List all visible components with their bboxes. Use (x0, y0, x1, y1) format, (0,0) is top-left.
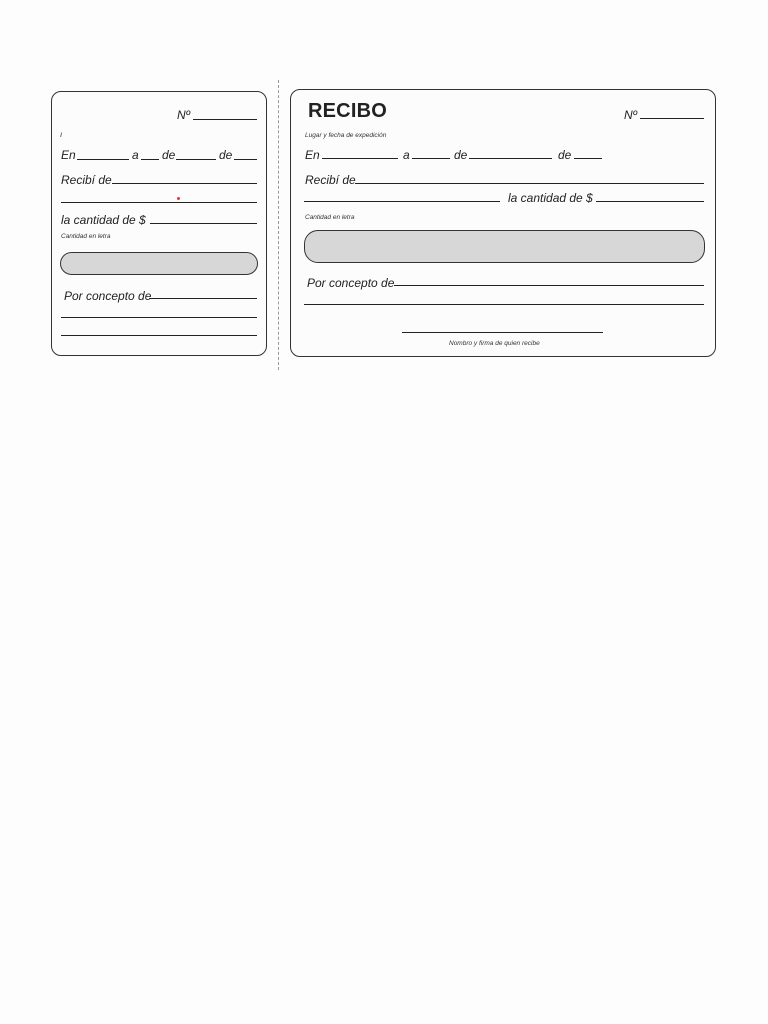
stub-recibi-label: Recibí de (61, 173, 112, 187)
stub-en-label: En (61, 148, 76, 162)
receipt-de-label: de (454, 148, 468, 162)
receipt-numero-line[interactable] (640, 118, 704, 119)
receipt-numero-label: Nº (624, 108, 638, 122)
receipt-concepto-label: Por concepto de (307, 276, 395, 290)
receipt-concepto-line[interactable] (394, 285, 704, 286)
stub-concepto-line-3[interactable] (61, 335, 257, 336)
stub-anio-line[interactable] (234, 159, 257, 160)
receipt-a-label: a (403, 148, 410, 162)
stub-recibi-line-2[interactable] (61, 202, 257, 203)
receipt-anio-line[interactable] (574, 158, 602, 159)
stub-de-label: de (162, 148, 176, 162)
receipt-main (290, 89, 716, 357)
receipt-dia-line[interactable] (412, 158, 450, 159)
receipt-cantidad-line[interactable] (596, 201, 704, 202)
stub-dia-line[interactable] (141, 159, 159, 160)
stub-cantidad-label: la cantidad de $ (61, 213, 146, 227)
signature-label: Nombro y firma de quien recibe (449, 340, 540, 347)
stub-amount-box[interactable] (60, 252, 258, 275)
receipt-cantidad-label: la cantidad de $ (508, 191, 593, 205)
receipt-recibi-line-2[interactable] (304, 201, 500, 202)
stub-top-mark: ı (60, 130, 63, 139)
receipt-cantidad-letra-label: Cantidad en letra (305, 214, 355, 221)
receipt-recibi-line[interactable] (355, 183, 704, 184)
receipt-title: RECIBO (308, 100, 387, 122)
stub-a-label: a (132, 148, 139, 162)
receipt-lugar-line[interactable] (322, 158, 398, 159)
stub-mes-line[interactable] (176, 159, 216, 160)
stub-lugar-line[interactable] (77, 159, 129, 160)
stub-red-mark (177, 197, 180, 200)
receipt-concepto-line-2[interactable] (304, 304, 704, 305)
lugar-fecha-label: Lugar y fecha de expedición (305, 132, 387, 139)
receipt-amount-box[interactable] (304, 230, 705, 263)
receipt-mes-line[interactable] (469, 158, 552, 159)
stub-concepto-label: Por concepto de (64, 289, 152, 303)
stub-de2-label: de (219, 148, 233, 162)
stub-recibi-line[interactable] (112, 183, 257, 184)
receipt-en-label: En (305, 148, 320, 162)
stub-numero-line[interactable] (193, 119, 257, 120)
receipt-stub (51, 91, 267, 356)
receipt-de2-label: de (558, 148, 572, 162)
perforation-line (278, 80, 279, 370)
receipt-recibi-label: Recibí de (305, 173, 356, 187)
stub-cantidad-letra-label: Cantidad en letra (61, 233, 111, 240)
stub-concepto-line-2[interactable] (61, 317, 257, 318)
stub-numero-label: Nº (177, 108, 191, 122)
stub-concepto-line[interactable] (149, 298, 257, 299)
signature-line[interactable] (402, 332, 603, 333)
stub-cantidad-line[interactable] (150, 223, 257, 224)
